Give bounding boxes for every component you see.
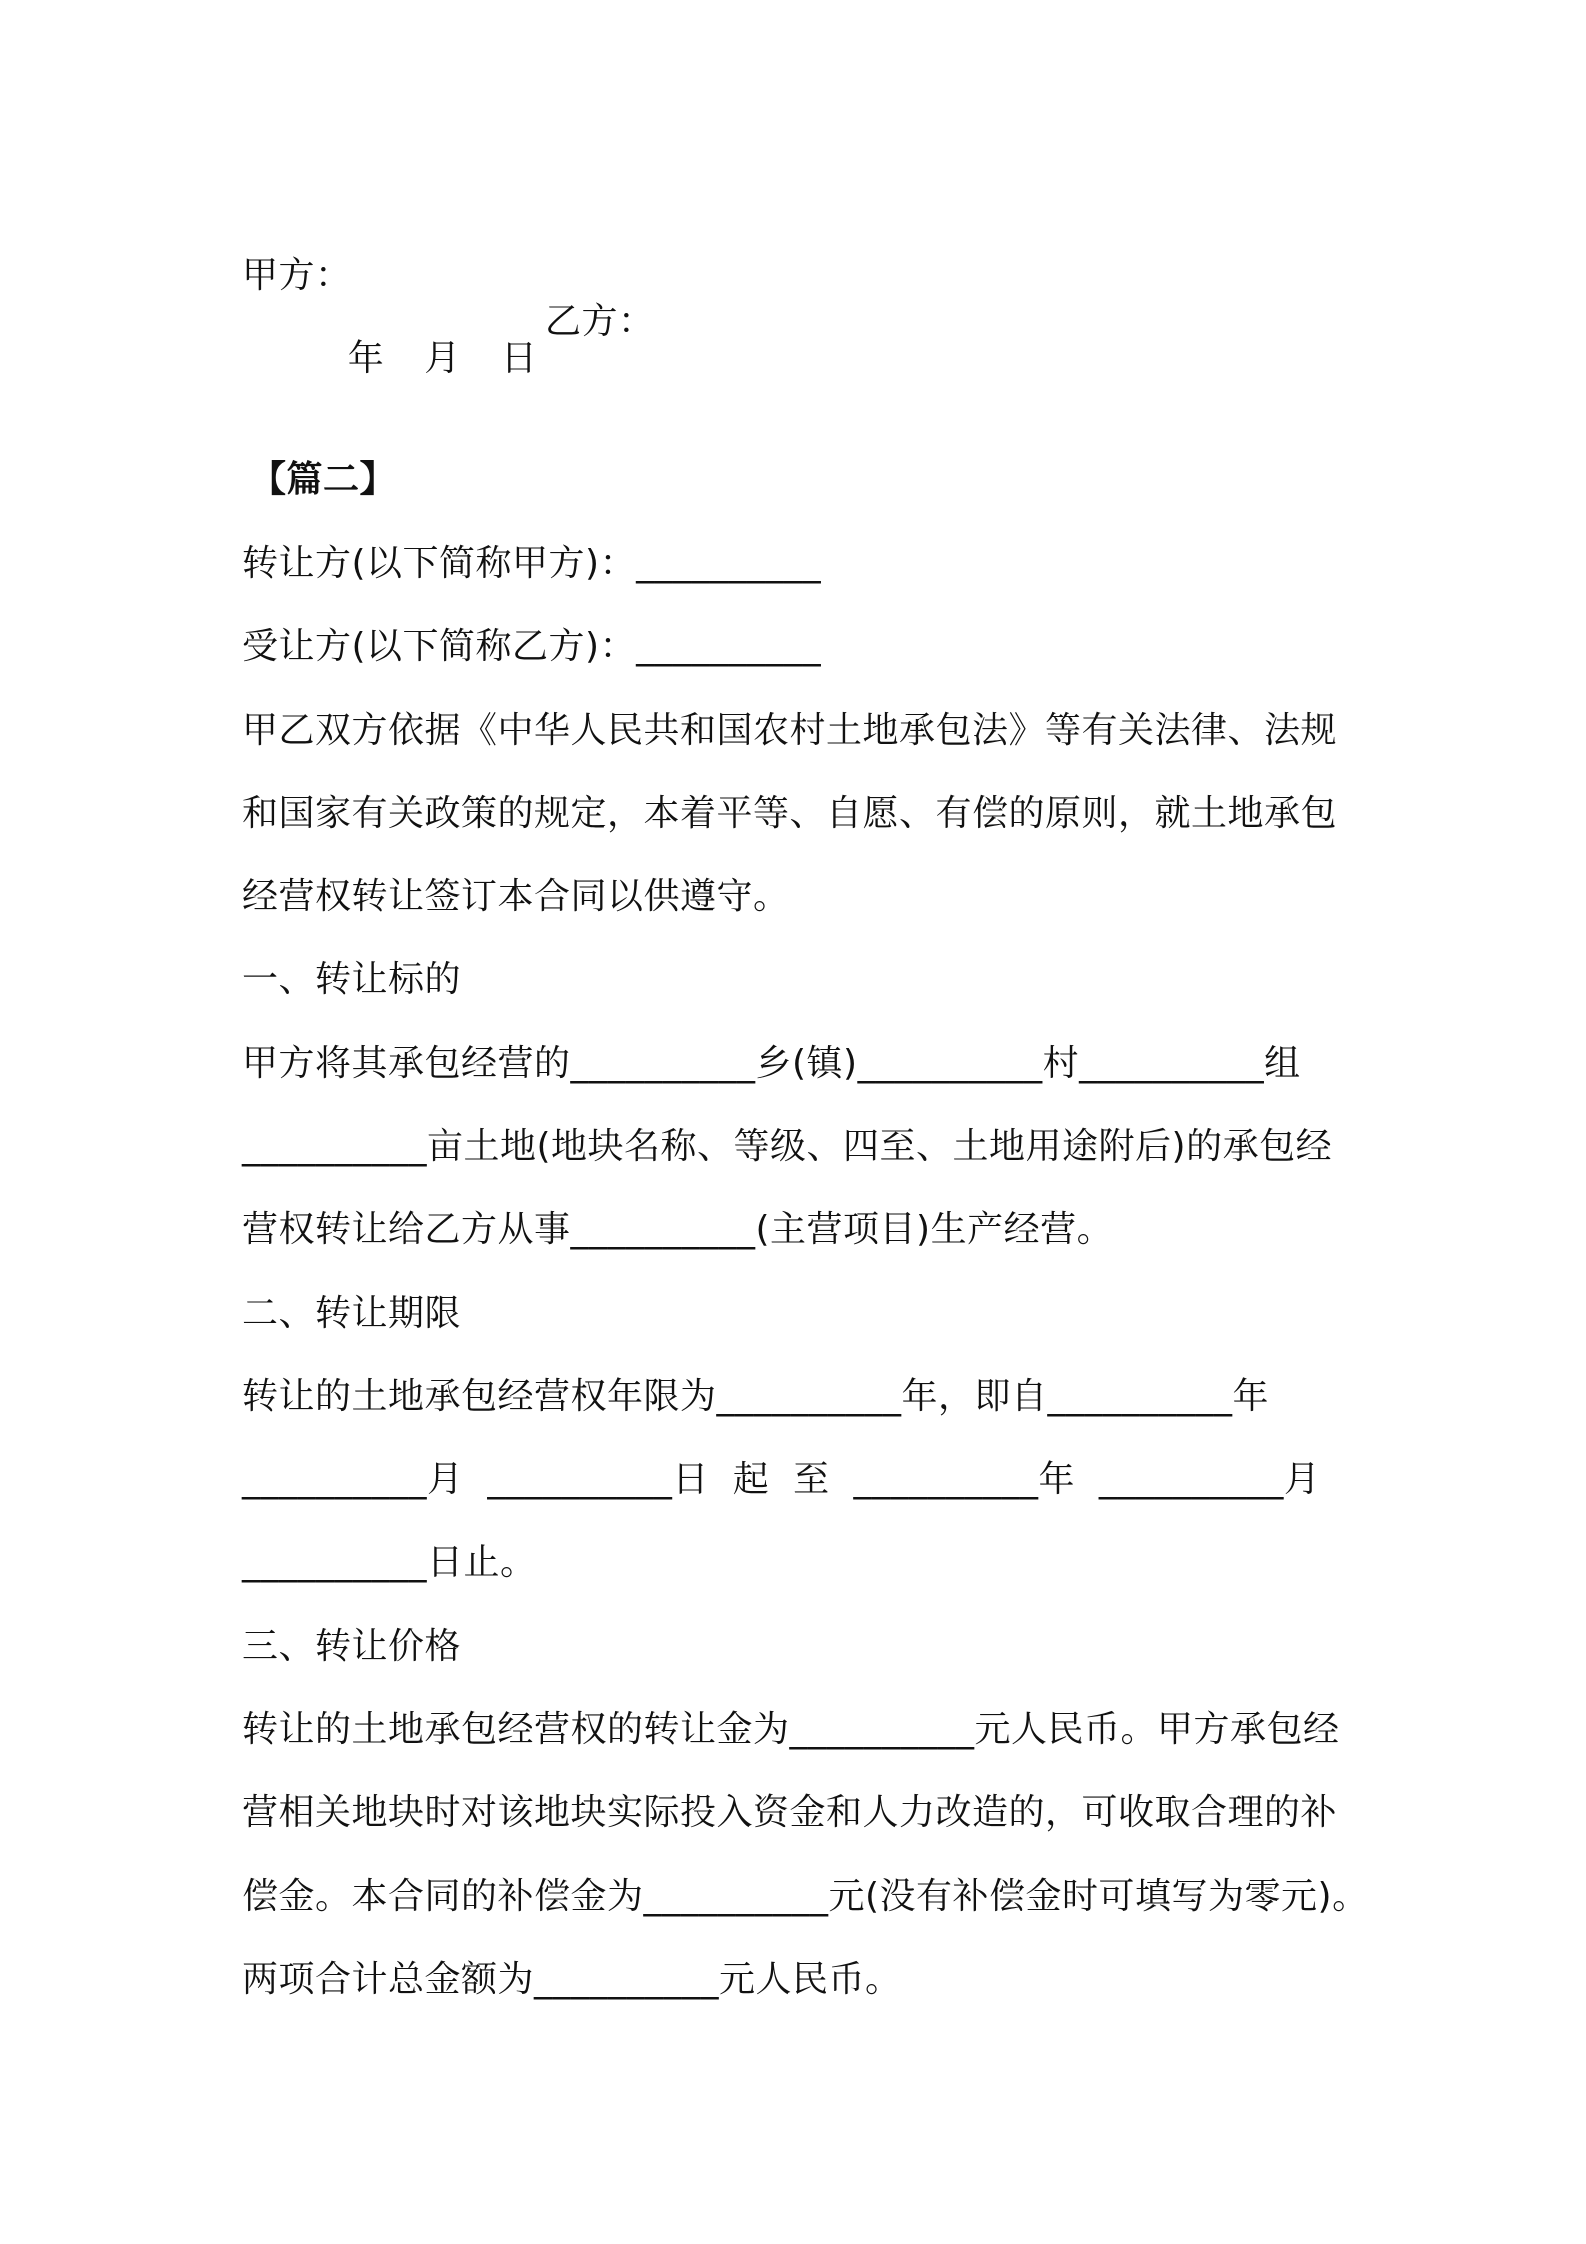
date-day-label: 日 [500, 338, 538, 379]
date-month-label: 月 [424, 338, 461, 379]
subject-line-1: 甲方将其承包经营的__________乡(镇)__________村__________组 [242, 1043, 1301, 1084]
period-line-3: __________日止。 [242, 1542, 537, 1583]
period-line-1: 转让的土地承包经营权年限为__________年，即自__________年 [242, 1376, 1270, 1417]
intro-line-2: 和国家有关政策的规定，本着平等、自愿、有偿的原则，就土地承包 [242, 793, 1338, 834]
intro-line-3: 经营权转让签订本合同以供遵守。 [242, 876, 790, 917]
transferee-line: 受让方(以下简称乙方)：__________ [242, 626, 822, 667]
subject-line-2: __________亩土地(地块名称、等级、四至、土地用途附后)的承包经 [242, 1126, 1333, 1167]
heading-transfer-subject: 一、转让标的 [242, 959, 462, 1000]
party-a-signature-label: 甲方： [242, 255, 352, 296]
subject-line-3: 营权转让给乙方从事__________(主营项目)生产经营。 [242, 1209, 1114, 1250]
party-b-signature-label: 乙方： [545, 301, 655, 342]
signature-date-row [300, 290, 1420, 428]
price-line-4: 两项合计总金额为__________元人民币。 [242, 1959, 902, 2000]
heading-transfer-price: 三、转让价格 [242, 1626, 462, 1667]
section-title: 【篇二】 [250, 459, 397, 500]
date-year-label: 年 [347, 338, 385, 379]
heading-transfer-period: 二、转让期限 [242, 1293, 462, 1334]
price-line-3: 偿金。本合同的补偿金为__________元(没有补偿金时可填写为零元)。 [242, 1876, 1369, 1917]
transferor-line: 转让方(以下简称甲方)：__________ [242, 543, 822, 584]
price-line-1: 转让的土地承包经营权的转让金为__________元人民币。甲方承包经 [242, 1709, 1340, 1750]
price-line-2: 营相关地块时对该地块实际投入资金和人力改造的，可收取合理的补 [242, 1792, 1338, 1833]
intro-line-1: 甲乙双方依据《中华人民共和国农村土地承包法》等有关法律、法规 [242, 710, 1338, 751]
period-line-2: __________月 __________日 起 至 __________年 __________月 [242, 1459, 1321, 1500]
